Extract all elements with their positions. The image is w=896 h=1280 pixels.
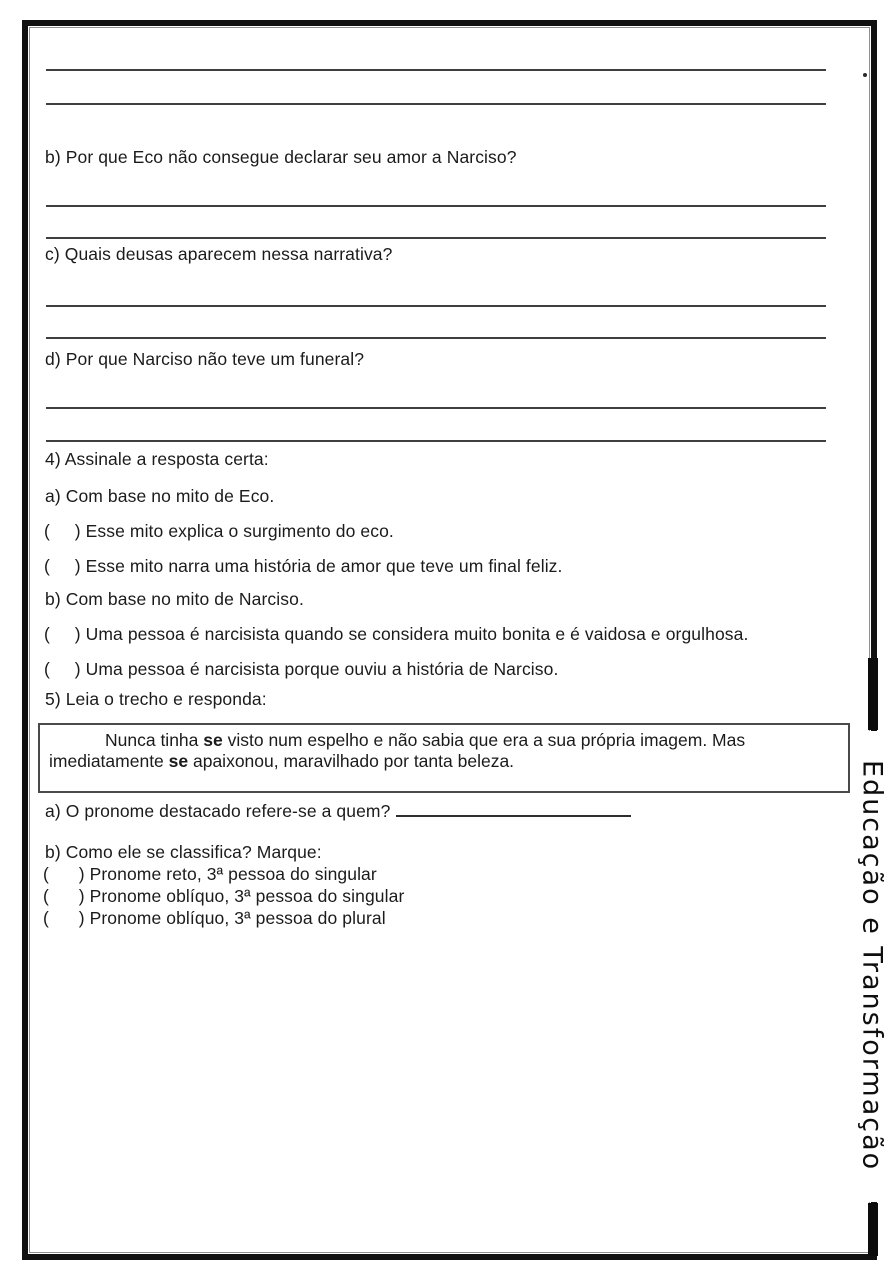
question-5b-option-1: ( ) Pronome reto, 3ª pessoa do singular xyxy=(43,864,377,884)
answer-line xyxy=(46,337,826,339)
excerpt-part: apaixonou, maravilhado por tanta beleza. xyxy=(188,751,515,771)
question-4b-option-2: ( ) Uma pessoa é narcisista porque ouviu a história de Narciso. xyxy=(44,659,559,679)
question-4b-option-1: ( ) Uma pessoa é narcisista quando se considera muito bonita e é vaidosa e orgulhosa. xyxy=(44,624,749,644)
rail-bottom-bar xyxy=(868,1203,878,1256)
question-4-title: 4) Assinale a resposta certa: xyxy=(45,449,269,469)
rail-credit xyxy=(850,732,894,1200)
question-5a-label xyxy=(45,800,631,822)
question-5b-label: b) Como ele se classifica? Marque: xyxy=(45,842,322,862)
question-4a-label: a) Com base no mito de Eco. xyxy=(45,486,275,506)
excerpt-box xyxy=(38,723,850,793)
worksheet-frame xyxy=(22,20,877,1260)
answer-line xyxy=(46,407,826,409)
answer-line xyxy=(46,305,826,307)
excerpt-part: Nunca tinha xyxy=(105,730,204,750)
excerpt-highlight-se: se xyxy=(168,751,189,771)
answer-line xyxy=(46,69,826,71)
answer-line xyxy=(46,103,826,105)
answer-line xyxy=(46,205,826,207)
answer-line xyxy=(46,237,826,239)
excerpt-text xyxy=(49,730,839,772)
answer-slot xyxy=(396,801,631,817)
question-c: c) Quais deusas aparecem nessa narrativa? xyxy=(45,244,393,264)
question-5a-text: a) O pronome destacado refere-se a quem? xyxy=(45,801,391,821)
question-5b-option-3: ( ) Pronome oblíquo, 3ª pessoa do plural xyxy=(43,908,386,928)
question-5-title: 5) Leia o trecho e responda: xyxy=(45,689,267,709)
ink-dot xyxy=(863,73,867,77)
question-4b-label: b) Com base no mito de Narciso. xyxy=(45,589,304,609)
excerpt-highlight-se: se xyxy=(203,730,223,750)
rail-top-bar xyxy=(868,658,878,730)
question-4a-option-1: ( ) Esse mito explica o surgimento do eco. xyxy=(44,521,394,541)
question-d: d) Por que Narciso não teve um funeral? xyxy=(45,349,365,369)
question-4a-option-2: ( ) Esse mito narra uma história de amor que teve um final feliz. xyxy=(44,556,563,576)
question-b: b) Por que Eco não consegue declarar seu amor a Narciso? xyxy=(45,147,517,167)
rail-credit-text: Educação e Transformação xyxy=(856,760,888,1172)
question-5b-option-2: ( ) Pronome oblíquo, 3ª pessoa do singular xyxy=(43,886,405,906)
answer-line xyxy=(46,440,826,442)
excerpt-part: visto num espelho e não sabia que era a sua própria imagem. Mas imediatamente xyxy=(49,730,746,771)
